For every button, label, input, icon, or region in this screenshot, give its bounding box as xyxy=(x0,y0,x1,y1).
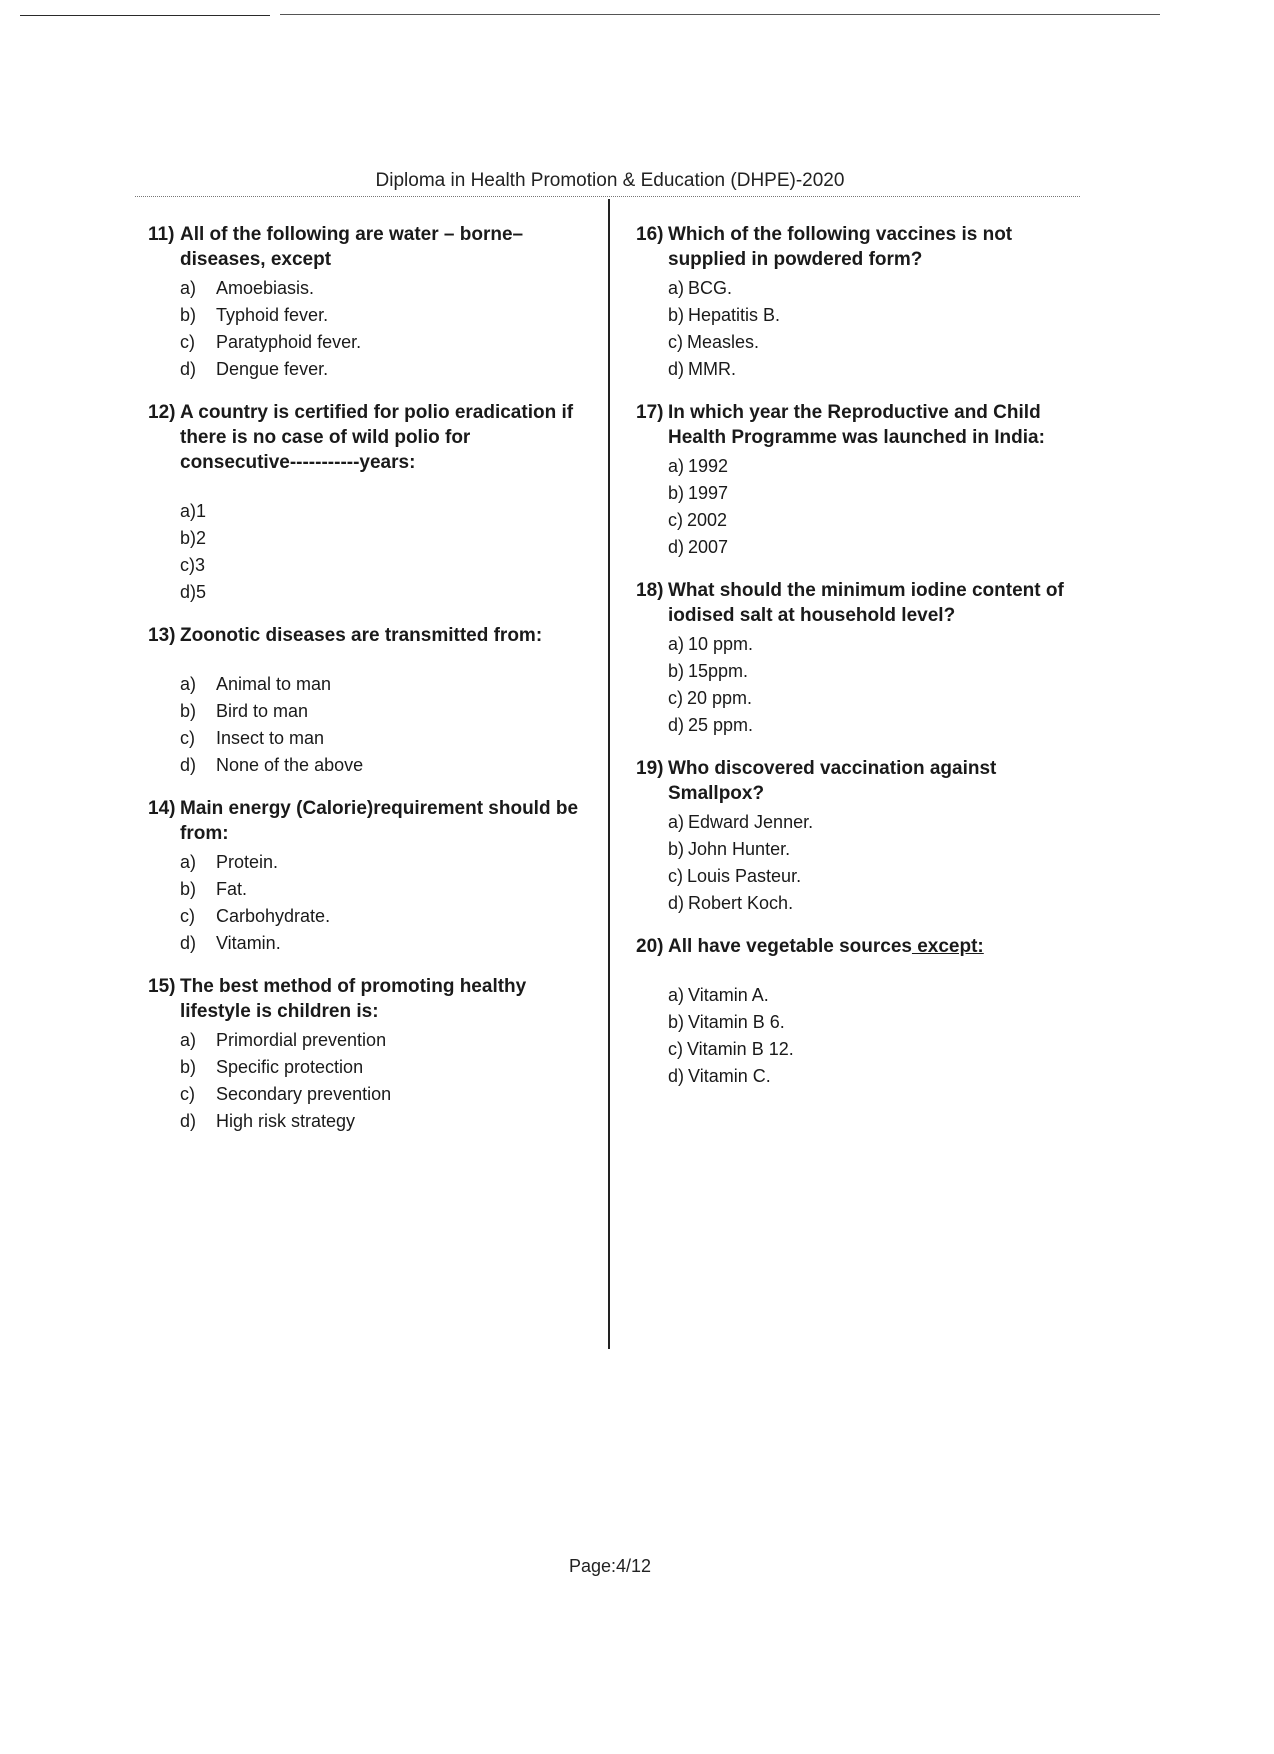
option-text: Bird to man xyxy=(216,701,309,721)
option-text: 1992 xyxy=(688,456,729,476)
option-label: b) xyxy=(668,1012,685,1032)
question-text: All of the following are water – borne– diseases, except xyxy=(180,224,524,270)
question-number: 11) xyxy=(148,224,175,245)
option-text: Vitamin. xyxy=(216,933,281,953)
option-text: Amoebiasis. xyxy=(216,278,315,298)
option-label: b) xyxy=(668,483,685,503)
option-label: c) xyxy=(180,906,195,926)
option-text: 1 xyxy=(196,501,207,521)
option-text: 1997 xyxy=(688,483,729,503)
question-text: Who discovered vaccination against Smallpox? xyxy=(668,758,997,804)
option xyxy=(636,890,1076,917)
question-17 xyxy=(636,400,1076,561)
question-19 xyxy=(636,756,1076,917)
option-text: Measles. xyxy=(687,332,760,352)
option xyxy=(148,275,588,302)
option-text: 2002 xyxy=(687,510,728,530)
option xyxy=(148,329,588,356)
option xyxy=(636,453,1076,480)
option xyxy=(148,1108,588,1135)
option xyxy=(148,876,588,903)
option-label: d) xyxy=(668,715,685,735)
option xyxy=(148,752,588,779)
option-label: a) xyxy=(180,1030,197,1050)
option-label: a) xyxy=(668,812,685,832)
page-title: Diploma in Health Promotion & Education (DHPE)-2020 xyxy=(375,170,845,191)
option-text: Animal to man xyxy=(216,674,332,694)
option-label: c) xyxy=(180,332,195,352)
option xyxy=(636,863,1076,890)
option-label: a) xyxy=(180,278,197,298)
option xyxy=(636,712,1076,739)
option-label: c) xyxy=(180,1084,195,1104)
option-label: b) xyxy=(668,661,685,681)
option xyxy=(636,685,1076,712)
question-text: Main energy (Calorie)requirement should be from: xyxy=(180,798,579,844)
option-label: c) xyxy=(668,1039,683,1059)
left-column xyxy=(148,222,588,1152)
option-text: Vitamin B 12. xyxy=(687,1039,794,1059)
option xyxy=(148,698,588,725)
option-label: b) xyxy=(180,701,197,721)
title-rule xyxy=(135,196,1080,197)
option-text: John Hunter. xyxy=(688,839,791,859)
option xyxy=(636,507,1076,534)
option-text: Edward Jenner. xyxy=(688,812,814,832)
question-12 xyxy=(148,400,588,606)
option-text: 10 ppm. xyxy=(688,634,754,654)
option-text: 2007 xyxy=(688,537,729,557)
option-text: 15ppm. xyxy=(688,661,749,681)
option xyxy=(148,1027,588,1054)
question-number: 12) xyxy=(148,402,176,423)
question-text: Zoonotic diseases are transmitted from: xyxy=(180,625,543,646)
option-label: a) xyxy=(180,852,197,872)
option-text: Hepatitis B. xyxy=(688,305,781,325)
option xyxy=(636,631,1076,658)
option xyxy=(636,836,1076,863)
option xyxy=(636,809,1076,836)
option-label: c) xyxy=(180,728,195,748)
question-20 xyxy=(636,934,1076,1090)
option xyxy=(636,1063,1076,1090)
option-label: d) xyxy=(180,933,197,953)
option-label: c) xyxy=(668,866,683,886)
option-text: Primordial prevention xyxy=(216,1030,387,1050)
option xyxy=(148,1054,588,1081)
option-text: Vitamin A. xyxy=(688,985,769,1005)
question-text: What should the minimum iodine content of iodised salt at household level? xyxy=(668,580,1064,626)
option-text: Typhoid fever. xyxy=(216,305,329,325)
option xyxy=(636,356,1076,383)
option xyxy=(148,356,588,383)
option-text: Carbohydrate. xyxy=(216,906,331,926)
page-number: Page:4/12 xyxy=(568,1556,652,1576)
question-number: 17) xyxy=(636,402,664,423)
option-text: Paratyphoid fever. xyxy=(216,332,362,352)
question-emphasis: except: xyxy=(911,936,984,957)
scan-line-top-right xyxy=(280,14,1160,15)
question-number: 20) xyxy=(636,936,664,957)
option-label: c) xyxy=(180,555,195,575)
question-number: 14) xyxy=(148,798,176,819)
option xyxy=(636,982,1076,1009)
option-text: Louis Pasteur. xyxy=(687,866,802,886)
option xyxy=(148,930,588,957)
scan-line-top-left xyxy=(20,15,270,16)
question-text: All have vegetable sources xyxy=(668,936,912,957)
option-label: b) xyxy=(668,305,685,325)
option xyxy=(636,658,1076,685)
option-text: Fat. xyxy=(216,879,248,899)
question-number: 15) xyxy=(148,976,176,997)
option-label: a) xyxy=(668,278,685,298)
option-text: Vitamin C. xyxy=(688,1066,771,1086)
question-18 xyxy=(636,578,1076,739)
option xyxy=(148,849,588,876)
option xyxy=(148,725,588,752)
option-text: MMR. xyxy=(688,359,737,379)
option-text: BCG. xyxy=(688,278,733,298)
option-label: d) xyxy=(180,359,197,379)
option-label: a) xyxy=(668,456,685,476)
option-label: c) xyxy=(668,688,683,708)
option-label: a) xyxy=(668,634,685,654)
option xyxy=(148,903,588,930)
question-number: 18) xyxy=(636,580,664,601)
option xyxy=(148,1081,588,1108)
question-number: 16) xyxy=(636,224,664,245)
option-text: 20 ppm. xyxy=(687,688,753,708)
option xyxy=(148,579,588,606)
option-text: 5 xyxy=(196,582,207,602)
option-label: c) xyxy=(668,332,683,352)
option xyxy=(636,275,1076,302)
option xyxy=(148,552,588,579)
option-text: Specific protection xyxy=(216,1057,364,1077)
option-text: 2 xyxy=(196,528,207,548)
option-label: b) xyxy=(668,839,685,859)
question-text: In which year the Reproductive and Child Health Programme was launched in India: xyxy=(668,402,1045,448)
option-label: d) xyxy=(180,755,197,775)
question-14 xyxy=(148,796,588,957)
option-label: a) xyxy=(180,674,197,694)
option-text: Secondary prevention xyxy=(216,1084,392,1104)
option-label: d) xyxy=(668,359,685,379)
column-divider xyxy=(608,199,610,1349)
question-13 xyxy=(148,623,588,779)
option xyxy=(636,534,1076,561)
option-label: b) xyxy=(180,1057,197,1077)
option-label: d) xyxy=(180,1111,197,1131)
question-text: Which of the following vaccines is not supplied in powdered form? xyxy=(668,224,1013,270)
question-15 xyxy=(148,974,588,1135)
option-label: c) xyxy=(668,510,683,530)
right-column xyxy=(636,222,1076,1107)
option xyxy=(148,671,588,698)
option xyxy=(636,1009,1076,1036)
question-text: A country is certified for polio eradication if there is no case of wild polio for consecutive-----------years: xyxy=(180,402,574,473)
question-number: 19) xyxy=(636,758,664,779)
option-text: 25 ppm. xyxy=(688,715,754,735)
option-label: b) xyxy=(180,305,197,325)
option-label: d) xyxy=(668,893,685,913)
question-11 xyxy=(148,222,588,383)
option-label: d) xyxy=(668,1066,685,1086)
question-16 xyxy=(636,222,1076,383)
option-text: Insect to man xyxy=(216,728,325,748)
option-label: b) xyxy=(180,879,197,899)
option xyxy=(636,480,1076,507)
question-text: The best method of promoting healthy lifestyle is children is: xyxy=(180,976,527,1022)
option xyxy=(148,302,588,329)
option xyxy=(636,329,1076,356)
option xyxy=(636,302,1076,329)
option-text: 3 xyxy=(195,555,206,575)
option xyxy=(148,498,588,525)
option-text: Dengue fever. xyxy=(216,359,329,379)
option-text: Vitamin B 6. xyxy=(688,1012,785,1032)
option xyxy=(636,1036,1076,1063)
option-label: a) xyxy=(668,985,685,1005)
option xyxy=(148,525,588,552)
option-text: Protein. xyxy=(216,852,279,872)
question-number: 13) xyxy=(148,625,176,646)
option-label: b) xyxy=(180,528,197,548)
option-label: d) xyxy=(180,582,197,602)
option-text: High risk strategy xyxy=(216,1111,356,1131)
option-label: a) xyxy=(180,501,197,521)
option-text: Robert Koch. xyxy=(688,893,794,913)
option-text: None of the above xyxy=(216,755,364,775)
option-label: d) xyxy=(668,537,685,557)
